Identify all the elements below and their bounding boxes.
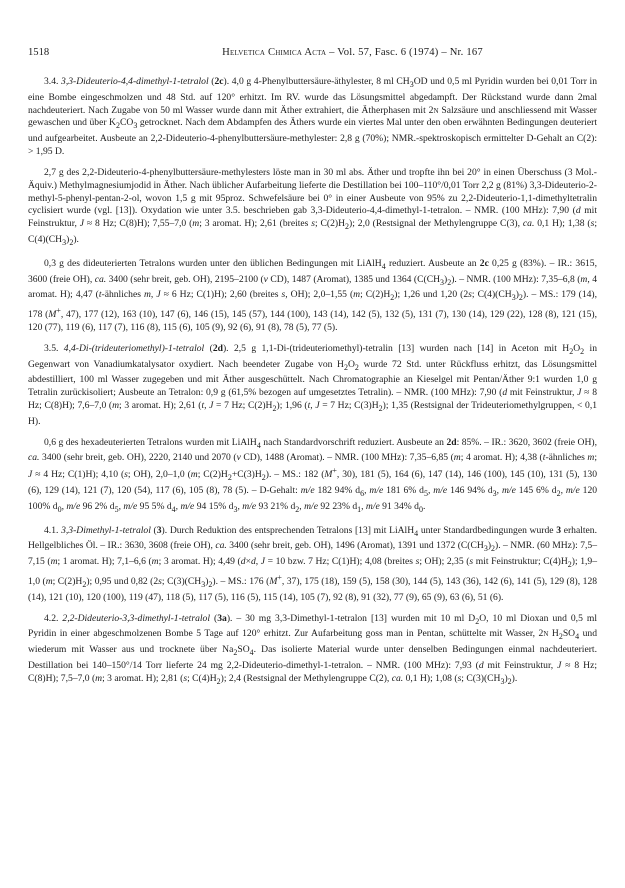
- tetralol-2d-paragraph: 0,6 g des hexadeuterierten Tetralons wurden mit LiAlH$_4$ nach Standardvorschrift reduziert. Ausbeute an 2d: 85%. – IR.: 3620, 3602 (freie OH), ca. 3400 (sehr breit, geb. OH), 2220, 2140 und 2070 (v CD), 1488 (Aromat). – NMR. (100 MHz): 7,35–6,85 (m; 4 aromat. H); 4,38 (t-ähnliches m; J ≈ 4 Hz; C(1)H); 4,10 (s; OH), 2,0–1,0 (m; $C(2)H_2+C(3)H_2$). – MS.: 182 (M+, 30), 181 (5), 164 (6), 147 (14), 146 (100), 145 (10), 131 (5), 130 (6), 129 (14), 121 (7), 120 (54), 117 (6), 105 (8), 78 (5). – D-Gehalt: m/e 182 94% $d_6$, m/e 181 6% $d_5$, m/e 146 94% $d_3$, m/e 145 6% $d_2$, m/e 120 100% $d_0$, m/e 96 2% $d_5$, m/e 95 5% $d_4$, m/e 94 15% $d_3$, m/e 93 21% $d_2$, m/e 92 23% $d_1$, m/e 91 34% $d_0$.: [28, 436, 598, 514]
- section-4-1-paragraph: 4.1. 3,3-Dimethyl-1-tetralol (3). Durch Reduktion des entsprechenden Tetralons [13] mit LiAlH$_4$ unter Standardbedingungen wurde 3 erhalten. Hellgelbliches Öl. – IR.: 3630, 3608 (freie OH), ca. 3400 (sehr breit, geb. OH), 1496 (Aromat), 1391 und 1372 $(C(CH_3)_2)$. – NMR. (60 MHz): 7,5–7,15 (m; 1 aromat. H); 7,1–6,6 (m; 3 aromat. H); 4,49 (d×d, J = 10 bzw. 7 Hz; C(1)H); 4,08 (breites s; OH); 2,35 (s mit Feinstruktur; $C(4)H_2$); 1,9–1,0 (m; $C(2)H_2$); 0,95 und 0,82 (2s; $C(3)(CH_3)_2$). – MS.: 176 (M+, 37), 175 (18), 159 (5), 158 (30), 144 (5), 143 (36), 142 (6), 141 (5), 129 (8), 128 (14), 121 (10), 120 (100), 119 (47), 118 (5), 117 (5), 116 (5), 115 (14), 105 (7), 92 (8), 91 (32), 77 (9), 65 (9), 63 (6), 51 (6).: [28, 524, 598, 603]
- running-header: [28, 46, 597, 59]
- section-4-2-paragraph: 4.2. 2,2-Dideuterio-3,3-dimethyl-1-tetralol (3a). – 30 mg 3,3-Dimethyl-1-tetralon [13] wurden mit 10 ml $D_2O$, 10 ml Dioxan und 0,5 ml Pyridin in einer abgeschmolzenen Bombe 5 Tage auf 120° erhitzt. Zur Aufarbeitung goss man in Pentan, schüttelte mit Wasser, 2n $H_2SO_4$ und wiederum mit Wasser aus und trocknete über $Na_2SO_4$. Das isolierte Material wurde unter denselben Bedingungen einmal nachdeuteriert. Destillation bei 140–150°/14 Torr lieferte 24 mg 2,2-Dideuterio-dimethyl-1-tetralon. – NMR. (100 MHz): 7,93 (d mit Feinstruktur, J ≈ 8 Hz; C(8)H); 7,5–7,0 (m; 3 aromat. H); 2,81 (s; $C(4)H_2$); 2,4 (Restsignal der Methylengruppe C(2), ca. 0,1 H); 1,08 (s; $C(3)(CH_3)_2$).: [28, 612, 597, 686]
- tetralol-2c-paragraph: 0,3 g des dideuterierten Tetralons wurden unter den üblichen Bedingungen mit LiAlH$_4$ reduziert. Ausbeute an 2c 0,25 g (83%). – IR.: 3615, 3600 (freie OH), ca. 3400 (sehr breit, geb. OH), 2195–2100 (v CD), 1487 (Aromat), 1385 und 1364 $(C(CH_3)_2)$. – NMR. (100 MHz): 7,35–6,8 (m, 4 aromat. H); 4,47 (t-ähnliches m, J ≈ 6 Hz; C(1)H); 2,60 (breites s, OH); 2,0–1,55 (m; $C(2)H_2$); 1,26 und 1,20 (2s; $C(4)(CH_3)_2$). – MS.: 179 (14), 178 (M+, 47), 177 (12), 163 (10), 147 (6), 146 (15), 145 (57), 144 (100), 143 (14), 142 (5), 132 (5), 131 (7), 130 (14), 129 (22), 128 (8), 121 (15), 120 (77), 119 (6), 117 (7), 116 (8), 115 (6), 105 (9), 92 (6), 91 (8), 78 (5), 77 (5).: [28, 257, 598, 334]
- page-number: 1518: [28, 47, 50, 58]
- article-body: [28, 76, 597, 689]
- volume-info: – Vol. 57, Fasc. 6 (1974) – Nr. 167: [326, 47, 483, 58]
- journal-citation: [108, 46, 597, 59]
- section-3-4-paragraph: 3.4. 3,3-Dideuterio-4,4-dimethyl-1-tetralol (2c). 4,0 g 4-Phenylbuttersäure-äthylester, 8 ml $CH_3OD$ und 0,5 ml Pyridin wurden bei 0,01 Torr in eine Bombe eingeschmolzen und 48 Std. auf 120° erhitzt. Im RV. wurde das Lösungsmittel abgedampft. Der Rückstand wurde dann 2mal nachdeuteriert. Nach Zugabe von 50 ml Wasser wurde dann mit Äther extrahiert, die Ätherphasen mit 2n Salzsäure und anschliessend mit Wasser gewaschen und über $K_2CO_3$ getrocknet. Nach dem Abdampfen des Äthers wurde ein viertes Mal unter den oben erwähnten Bedingungen deuteriert und aufgearbeitet. Ausbeute an 2,2-Dideuterio-4-phenylbuttersäure-methylester: 2,8 g (70%); NMR.-spektroskopisch ermittelter D-Gehalt an C(2): > 1,95 D.: [28, 76, 598, 158]
- section-3-5-paragraph: 3.5. 4,4-Di-(trideuteriomethyl)-1-tetralol (2d). 2,5 g 1,1-Di-(trideuteriomethyl)-tetralin [13] wurden nach [14] in Aceton mit $H_2O_2$ in Gegenwart von Vanadiumkatalysator oxydiert. Nach beendeter Zugabe von $H_2O_2$ wurde 72 Std. unter Rückfluss erhitzt, das Lösungsmittel abdestilliert, 100 ml Wasser zugegeben und mit Äther ausgeschüttelt. Nach Chromatographie an Kieselgel mit Pentan/Äther 9:1 wurden 1,0 g Tetralin zurückisoliert; Ausbeute an Tetralon: 0,9 g (61,5% bezogen auf umgesetztes Tetralin). – NMR. (100 MHz): 7,90 (d mit Feinstruktur, J ≈ 8 Hz; C(8)H); 7,6–7,0 (m; 3 aromat. H); 2,61 (t, J = 7 Hz; $C(2)H_2$); 1,96 (t, J = 7 Hz; $C(3)H_2$); 1,35 (Restsignal der Trideuteriomethylgruppen, < 0,1 H).: [28, 342, 598, 427]
- journal-name: Helvetica Chimica Acta: [222, 47, 327, 58]
- ester-reduction-paragraph: 2,7 g des 2,2-Dideuterio-4-phenylbuttersäure-methylesters löste man in 30 ml abs. Äther und tropfte ihn bei 20° in einen Überschuss (3 Mol.-Äquiv.) Methylmagnesiumjodid in Äther. Nach üblicher Aufarbeitung lieferte die Destillation bei 100–110°/0,01 Torr 2,2 g (81%) 3,3-Dideuterio-2-methyl-5-phenyl-pentan-2-ol, wovon 1,5 g mit 95proz. Schwefelsäure bei 0° in einer Ausbeute von 95% zu 2,2-Dideuterio-1,1-dimethyltetralin cyclisiert wurde (vgl. [13]). Oxydation wie unter 3.5. beschrieben gab 3,3-Dideuterio-4,4-dimethyl-1-tetralon. – NMR. (100 MHz): 7,90 (d mit Feinstruktur, J ≈ 8 Hz; C(8)H); 7,55–7,0 (m; 3 aromat. H); 2,61 (breites s; $C(2)H_2$); 2,0 (Restsignal der Methylengruppe C(3), ca. 0,1 H); 1,38 (s; $C(4)(CH_3)_2$).: [28, 166, 598, 247]
